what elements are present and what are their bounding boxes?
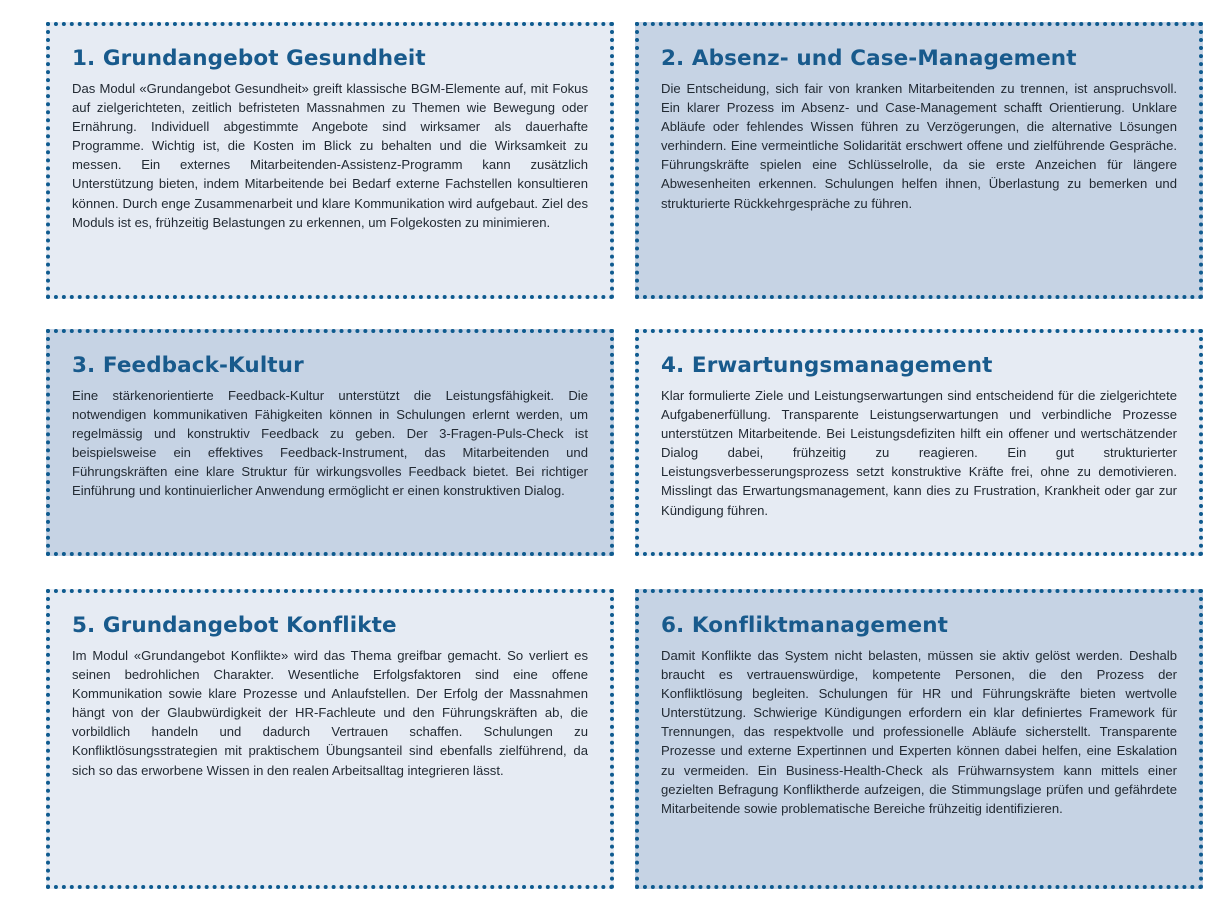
module-title: 3. Feedback-Kultur: [72, 353, 304, 378]
module-description: Die Entscheidung, sich fair von kranken Mitarbeitenden zu trennen, ist anspruchsvoll. Ein klarer Prozess im Absenz- und Case-Management schafft Orientierung. Unklare Abläufe oder fehlendes Wissen führen zu Verzögerungen, die alternative Lösungen verhindern. Eine vermeintliche Solidarität erschwert offene und zielführende Gespräche. Führungskräfte spielen eine Schlüsselrolle, da sie erste Anzeichen für längere Abwesenheiten erkennen. Schulungen helfen ihnen, Überlastung zu bemerken und strukturierte Rückkehrgespräche zu führen.: [661, 81, 1177, 211]
module-card-grundangebot-gesundheit: [46, 22, 614, 299]
module-card-absenz-case-management: [635, 22, 1203, 299]
module-card-feedback-kultur: [46, 329, 614, 556]
module-card-konfliktmanagement: [635, 589, 1203, 889]
module-card-grundangebot-konflikte: [46, 589, 614, 889]
module-title: 5. Grundangebot Konflikte: [72, 613, 397, 638]
module-title: 4. Erwartungsmanagement: [661, 353, 993, 378]
module-card-erwartungsmanagement: [635, 329, 1203, 556]
module-description: Das Modul «Grundangebot Gesundheit» greift klassische BGM-Elemente auf, mit Fokus auf zielgerichteten, zeitlich befristeten Massnahmen zu Themen wie Bewegung oder Ernährung. Individuell abgestimmte Angebote sind wirksamer als dauerhafte Programme. Wichtig ist, die Kosten im Blick zu behalten und die Wirksamkeit zu messen. Ein externes Mitarbeitenden-Assistenz-Programm kann zusätzlich Unterstützung bieten, indem Mitarbeitende bei Bedarf externe Fachstellen konsultieren können. Durch enge Zusammenarbeit und klare Kommunikation wird aufgebaut. Ziel des Moduls ist es, frühzeitig Belastungen zu erkennen, um Folgekosten zu minimieren.: [72, 81, 588, 230]
module-title: 6. Konfliktmanagement: [661, 613, 949, 638]
module-title: 2. Absenz- und Case-Management: [661, 46, 1077, 71]
module-description: Damit Konflikte das System nicht belasten, müssen sie aktiv gelöst werden. Deshalb braucht es vertrauenswürdige, kompetente Personen, die den Prozess der Konfliktlösung begleiten. Schulungen für HR und Führungskräfte bieten wertvolle Unterstützung. Schwierige Kündigungen erfordern ein klar definiertes Framework für Trennungen, das respektvolle und professionelle Abläufe sicherstellt. Transparente Prozesse und externe Expertinnen und Experten können dabei helfen, eine Eskalation zu vermeiden. Ein Business-Health-Check als Frühwarnsystem kann mittels einer gezielten Befragung Konfliktherde aufzeigen, die Stimmungslage prüfen und gefährdete Mitarbeitende sowie problematische Bereiche frühzeitig identifizieren.: [661, 648, 1177, 816]
module-title: 1. Grundangebot Gesundheit: [72, 46, 426, 71]
module-description: Eine stärkenorientierte Feedback-Kultur unterstützt die Leistungsfähigkeit. Die notwendigen kommunikativen Fähigkeiten können in Schulungen erlernt werden, um regelmässig und konstruktiv Feedback zu geben. Der 3-Fragen-Puls-Check ist beispielsweise ein effektives Feedback-Instrument, das Mitarbeitenden und Führungskräften eine klare Struktur für wirkungsvolles Feedback bietet. Bei richtiger Einführung und kontinuierlicher Anwendung ermöglicht er einen konstruktiven Dialog.: [72, 388, 588, 499]
module-description: Im Modul «Grundangebot Konflikte» wird das Thema greifbar gemacht. So verliert es seinen bedrohlichen Charakter. Wesentliche Erfolgsfaktoren sind eine offene Kommunikation sowie klare Prozesse und Anlaufstellen. Der Erfolg der Massnahmen hängt von der Glaubwürdigkeit der HR-Fachleute und den Führungskräften ab, die vorbildlich handeln und dadurch Vertrauen schaffen. Schulungen zu Konfliktlösungsstrategien mit praktischem Übungsanteil sind ebenfalls zielführend, da sich so das erworbene Wissen in den realen Arbeitsalltag integrieren lässt.: [72, 648, 588, 778]
module-description: Klar formulierte Ziele und Leistungserwartungen sind entscheidend für die zielgerichtete Aufgabenerfüllung. Transparente Leistungserwartungen und verbindliche Prozesse unterstützen Mitarbeitende. Bei Leistungsdefiziten hilft ein offener und wertschätzender Dialog dabei, frühzeitig zu reagieren. Ein gut strukturierter Leistungsverbesserungsprozess setzt konstruktive Kräfte frei, ohne zu demotivieren. Misslingt das Erwartungsmanagement, kann dies zu Frustration, Krankheit oder gar zur Kündigung führen.: [661, 388, 1177, 518]
